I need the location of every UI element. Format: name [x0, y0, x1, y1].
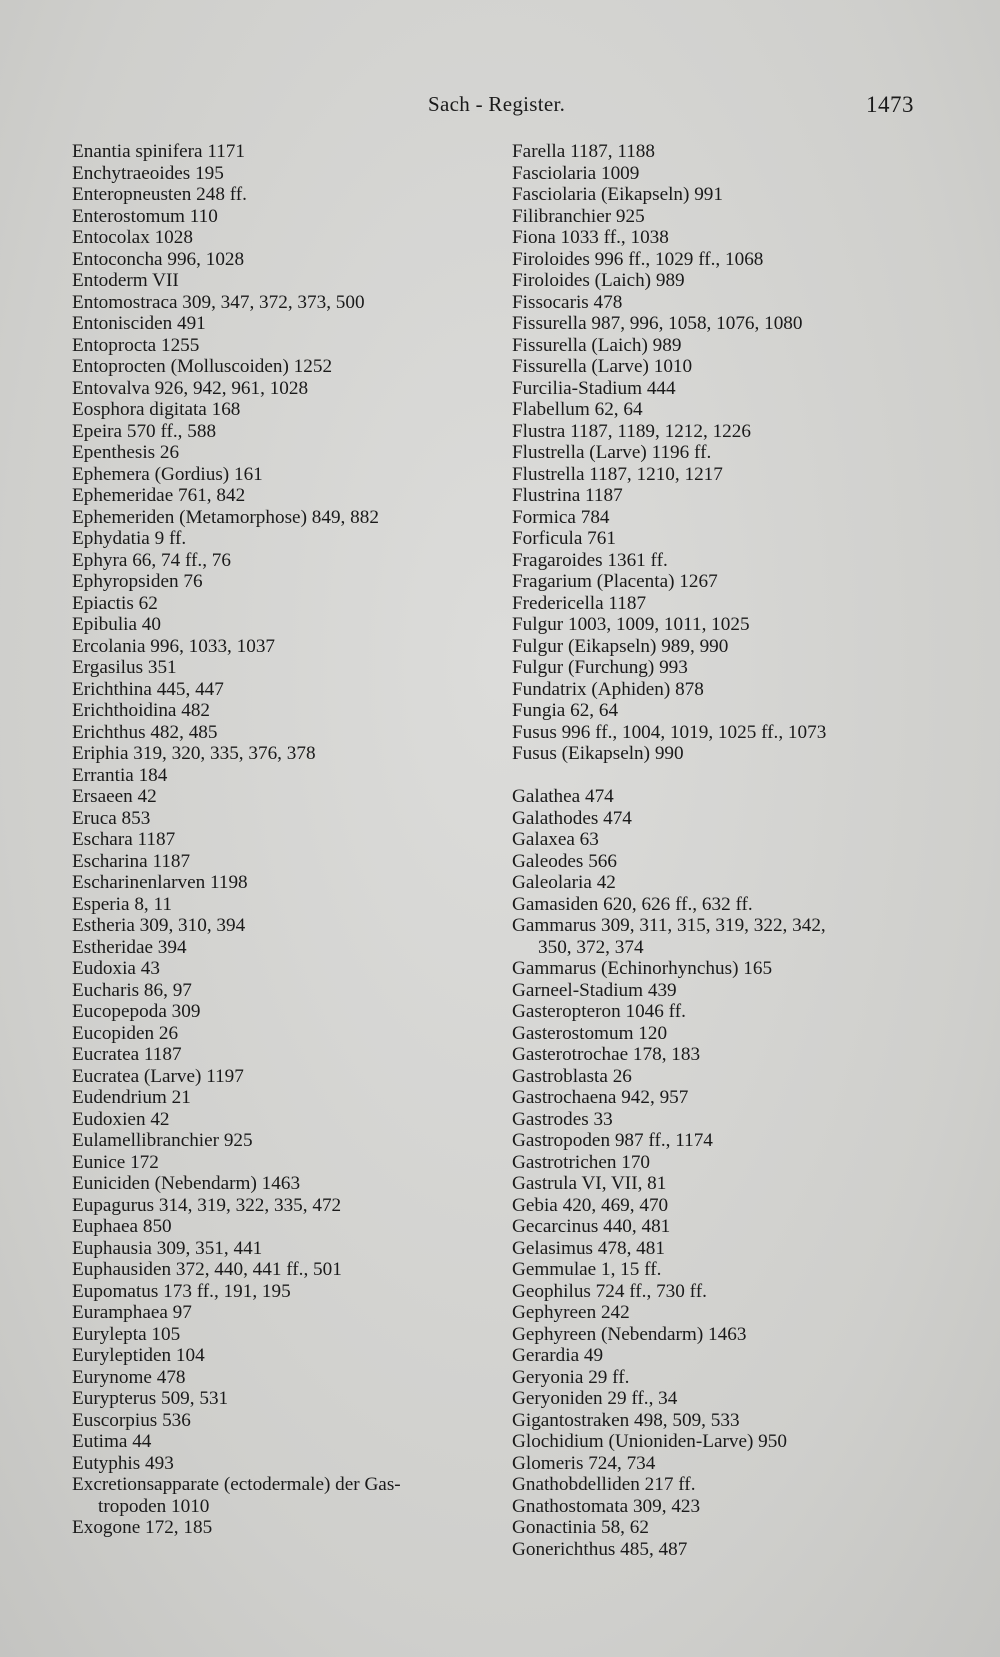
index-entry: [72, 1109, 492, 1131]
index-entry: [512, 1173, 932, 1195]
index-entry: [512, 1388, 932, 1410]
index-entry: [72, 313, 492, 335]
index-entry-text: Gonerichthus 485, 487: [512, 1538, 688, 1560]
index-entry-text: Glomeris 724, 734: [512, 1452, 656, 1474]
index-entry: [72, 571, 492, 593]
index-entry-text: Entoprocten (Molluscoiden) 1252: [72, 356, 333, 377]
index-entry-text: Gigantostraken 498, 509, 533: [512, 1409, 740, 1431]
index-entry-text: Euphaea 850: [72, 1216, 172, 1237]
index-entry: [512, 399, 932, 421]
index-entry-text: Eucratea 1187: [72, 1044, 182, 1065]
index-entry: [72, 485, 492, 507]
index-entry-text: Fungia 62, 64: [512, 700, 619, 721]
index-entry-text: Eosphora digitata 168: [72, 399, 241, 420]
index-entry-text: Ephydatia 9 ff.: [72, 528, 187, 549]
index-entry: [512, 1195, 932, 1217]
index-entry-text: Fulgur (Eikapseln) 989, 990: [512, 635, 729, 657]
index-entry: [512, 1023, 932, 1045]
index-entry: [512, 206, 932, 228]
index-entry-text: Galathodes 474: [512, 807, 632, 829]
index-entry: [72, 980, 492, 1002]
index-entry-text: Epeira 570 ff., 588: [72, 420, 217, 442]
index-entry: [72, 1324, 492, 1346]
index-entry-text: Glochidium (Unioniden-Larve) 950: [512, 1431, 787, 1452]
index-entry-text: Gerardia 49: [512, 1345, 604, 1366]
index-entry: [72, 1216, 492, 1238]
index-entry: [512, 1496, 932, 1518]
index-entry: [72, 464, 492, 486]
index-entry-text: Gasterotrochae 178, 183: [512, 1044, 701, 1065]
index-entry-text: Escharinenlarven 1198: [72, 872, 248, 893]
index-entry: [72, 765, 492, 787]
index-entry: [72, 141, 492, 163]
index-entry: [512, 657, 932, 679]
index-entry: [72, 1087, 492, 1109]
index-entry-text: Enantia spinifera 1171: [72, 141, 245, 162]
index-entry: [512, 1367, 932, 1389]
index-entry: [72, 1410, 492, 1432]
index-entry: [512, 614, 932, 636]
index-entry-text: Enchytraeoides 195: [72, 162, 224, 184]
index-entry: [72, 528, 492, 550]
index-entry-text: Filibranchier 925: [512, 205, 645, 227]
index-entry-text: Geryonia 29 ff.: [512, 1366, 630, 1388]
index-entry-text: Eupagurus 314, 319, 322, 335, 472: [72, 1194, 342, 1216]
index-entry: [512, 1066, 932, 1088]
index-entry: [72, 1066, 492, 1088]
index-entry: [72, 1345, 492, 1367]
index-entry-text: Eunice 172: [72, 1151, 159, 1173]
index-entry: [512, 851, 932, 873]
index-entry-text: Fragaroides 1361 ff.: [512, 549, 668, 571]
index-entry-text: Eruca 853: [72, 807, 151, 829]
index-entry-text: Escharina 1187: [72, 850, 191, 872]
index-entry: [512, 1152, 932, 1174]
index-entry-continuation: 350, 372, 374: [538, 936, 644, 958]
index-entry: [512, 593, 932, 615]
index-entry-text: Eudoxien 42: [72, 1108, 170, 1130]
index-entry-text: Eutyphis 493: [72, 1452, 174, 1474]
index-entry: [72, 1281, 492, 1303]
index-entry-text: Gamasiden 620, 626 ff., 632 ff.: [512, 893, 753, 915]
index-entry: [72, 227, 492, 249]
index-entry: [512, 1087, 932, 1109]
index-entry-text: Enteropneusten 248 ff.: [72, 184, 247, 205]
index-entry-text: Gammarus (Echinorhynchus) 165: [512, 958, 773, 979]
index-entry: [512, 1044, 932, 1066]
index-entry: [72, 184, 492, 206]
index-entry-text: Gonactinia 58, 62: [512, 1517, 649, 1538]
index-entry: [512, 872, 932, 894]
index-entry-text: Ergasilus 351: [72, 657, 177, 678]
index-entry-text: Entonisciden 491: [72, 313, 206, 334]
index-entry: [512, 980, 932, 1002]
index-entry-text: Gasteropteron 1046 ff.: [512, 1001, 686, 1022]
index-entry-text: Gammarus 309, 311, 315, 319, 322, 342,: [512, 915, 826, 936]
index-entry: [72, 593, 492, 615]
index-entry-text: Ephemeriden (Metamorphose) 849, 882: [72, 506, 379, 528]
index-entry: [512, 571, 932, 593]
index-entry-text: Fasciolaria (Eikapseln) 991: [512, 184, 723, 205]
running-header-title: Sach - Register.: [428, 92, 566, 116]
index-entry: [512, 378, 932, 400]
index-entry: [512, 270, 932, 292]
index-entry-text: Errantia 184: [72, 764, 168, 786]
index-entry-text: Fulgur (Furchung) 993: [512, 657, 688, 678]
index-entry: [72, 808, 492, 830]
index-entry-text: Gastrodes 33: [512, 1108, 613, 1130]
index-entry-text: Gasterostomum 120: [512, 1022, 668, 1044]
index-entry-text: Euphausia 309, 351, 441: [72, 1237, 263, 1259]
index-entry-continuation: tropoden 1010: [98, 1495, 210, 1517]
index-entry-text: Flabellum 62, 64: [512, 399, 643, 420]
index-entry: [512, 249, 932, 271]
index-entry: [72, 872, 492, 894]
index-entry: [72, 1023, 492, 1045]
index-entry: [72, 1388, 492, 1410]
index-entry-text: Geryoniden 29 ff., 34: [512, 1388, 678, 1409]
index-entry: [512, 507, 932, 529]
index-entry: [512, 313, 932, 335]
index-entry: [72, 1367, 492, 1389]
index-entry: [72, 1173, 492, 1195]
index-entry-text: Fissocaris 478: [512, 291, 623, 313]
index-entry-text: Gastrochaena 942, 957: [512, 1087, 689, 1108]
index-entry-text: Entoprocta 1255: [72, 334, 200, 356]
index-entry: [72, 1238, 492, 1260]
index-entry: [72, 378, 492, 400]
index-entry: [512, 1345, 932, 1367]
index-entry-text: Fulgur 1003, 1009, 1011, 1025: [512, 614, 750, 635]
index-entry-text: Esperia 8, 11: [72, 893, 172, 915]
index-entry-text: Gastrotrichen 170: [512, 1151, 651, 1173]
index-entry-text: Gnathobdelliden 217 ff.: [512, 1474, 696, 1495]
index-entry: [72, 1302, 492, 1324]
index-entry-text: Ersaeen 42: [72, 786, 157, 807]
index-entry: [512, 1109, 932, 1131]
index-entry-text: Estheria 309, 310, 394: [72, 915, 246, 936]
index-entry: [512, 894, 932, 916]
index-entry: [72, 292, 492, 314]
index-entry-text: Eucopepoda 309: [72, 1001, 201, 1022]
index-entry-text: Entomostraca 309, 347, 372, 373, 500: [72, 291, 365, 313]
index-entry-text: Eupomatus 173 ff., 191, 195: [72, 1280, 291, 1302]
index-entry-text: Fissurella (Laich) 989: [512, 334, 682, 356]
index-entry: [72, 1431, 492, 1453]
index-entry: [72, 163, 492, 185]
index-column-left: [72, 141, 492, 1539]
index-entry-text: Erichthoidina 482: [72, 700, 211, 721]
index-entry: [512, 1517, 932, 1539]
index-entry-text: Euramphaea 97: [72, 1302, 192, 1323]
index-entry-text: Euniciden (Nebendarm) 1463: [72, 1173, 301, 1194]
index-entry-text: Eriphia 319, 320, 335, 376, 378: [72, 743, 316, 764]
index-entry: [72, 550, 492, 572]
page-number: 1473: [866, 92, 914, 117]
index-entry: [72, 1195, 492, 1217]
index-entry-text: Geophilus 724 ff., 730 ff.: [512, 1280, 707, 1302]
index-entry: [512, 356, 932, 378]
index-entry-text: Gelasimus 478, 481: [512, 1237, 665, 1259]
index-entry: [512, 1324, 932, 1346]
index-entry: [72, 958, 492, 980]
index-entry: [512, 1474, 932, 1496]
index-entry: [512, 1130, 932, 1152]
index-entry: [512, 421, 932, 443]
index-entry: [512, 1302, 932, 1324]
index-entry: [72, 335, 492, 357]
index-entry: [72, 1130, 492, 1152]
index-entry-text: Fissurella (Larve) 1010: [512, 356, 693, 377]
index-entry-text: Galeodes 566: [512, 850, 617, 872]
index-entry: [72, 915, 492, 937]
index-entry-text: Forficula 761: [512, 528, 616, 549]
index-entry: [72, 1152, 492, 1174]
index-entry-text: Eucopiden 26: [72, 1022, 179, 1044]
index-entry: [512, 743, 932, 765]
index-entry: [72, 614, 492, 636]
index-entry-text: Entoconcha 996, 1028: [72, 248, 245, 270]
index-entry-text: Euscorpius 536: [72, 1409, 191, 1431]
index-entry-text: Flustrina 1187: [512, 485, 623, 506]
index-entry-text: Galeolaria 42: [512, 872, 616, 893]
index-entry-text: Gastropoden 987 ff., 1174: [512, 1130, 713, 1151]
index-entry-text: Gephyreen 242: [512, 1302, 630, 1323]
index-entry-text: Entocolax 1028: [72, 227, 193, 248]
index-entry: [512, 786, 932, 808]
index-entry-text: Gemmulae 1, 15 ff.: [512, 1259, 662, 1280]
index-entry: [512, 915, 932, 958]
index-entry: [512, 808, 932, 830]
index-entry: [512, 227, 932, 249]
index-entry: [72, 786, 492, 808]
index-entry: [72, 1001, 492, 1023]
index-entry-text: Formica 784: [512, 506, 610, 528]
index-entry: [512, 700, 932, 722]
index-entry-text: Estheridae 394: [72, 936, 187, 958]
index-entry-text: Eurypterus 509, 531: [72, 1388, 229, 1409]
index-entry: [512, 442, 932, 464]
index-entry: [512, 1410, 932, 1432]
index-entry: [512, 335, 932, 357]
index-entry: [72, 270, 492, 292]
index-entry: [512, 1431, 932, 1453]
index-entry: [72, 1453, 492, 1475]
index-entry: [512, 1453, 932, 1475]
index-entry-text: Firoloides (Laich) 989: [512, 270, 685, 291]
index-entry-text: Fissurella 987, 996, 1058, 1076, 1080: [512, 313, 803, 334]
index-entry-text: Ephyra 66, 74 ff., 76: [72, 549, 231, 571]
index-entry: [72, 1259, 492, 1281]
index-entry-text: Fusus (Eikapseln) 990: [512, 743, 684, 764]
index-entry: [72, 657, 492, 679]
index-entry-text: Fragarium (Placenta) 1267: [512, 571, 718, 592]
index-entry-text: Excretionsapparate (ectodermale) der Gas-: [72, 1474, 401, 1495]
index-entry-text: Eulamellibranchier 925: [72, 1130, 253, 1151]
index-entry-text: Fusus 996 ff., 1004, 1019, 1025 ff., 1073: [512, 721, 827, 743]
index-entry-text: Farella 1187, 1188: [512, 141, 655, 162]
index-entry: [512, 141, 932, 163]
index-entry-text: Exogone 172, 185: [72, 1517, 213, 1538]
index-entry: [72, 743, 492, 765]
index-entry: [512, 1238, 932, 1260]
index-entry-text: Fundatrix (Aphiden) 878: [512, 678, 704, 700]
index-entry: [512, 722, 932, 744]
index-entry: [512, 163, 932, 185]
index-entry-text: Furcilia-Stadium 444: [512, 377, 676, 399]
index-entry: [72, 722, 492, 744]
index-entry: [72, 679, 492, 701]
index-entry-text: Eurylepta 105: [72, 1323, 181, 1345]
index-entry: [512, 292, 932, 314]
index-entry-text: Gebia 420, 469, 470: [512, 1194, 669, 1216]
index-entry-text: Gephyreen (Nebendarm) 1463: [512, 1323, 747, 1345]
index-entry-text: Ercolania 996, 1033, 1037: [72, 635, 276, 657]
index-entry-text: Eutima 44: [72, 1431, 152, 1452]
index-entry: [72, 1044, 492, 1066]
index-entry-text: Enterostomum 110: [72, 205, 218, 227]
index-entry-text: Gnathostomata 309, 423: [512, 1495, 701, 1517]
index-entry: [512, 528, 932, 550]
index-entry: [512, 184, 932, 206]
index-entry-text: Eurynome 478: [72, 1366, 186, 1388]
index-entry: [512, 464, 932, 486]
index-entry: [72, 421, 492, 443]
index-entry: [512, 550, 932, 572]
index-entry: [512, 1259, 932, 1281]
index-entry-text: Erichthus 482, 485: [72, 721, 218, 743]
index-entry-text: Euryleptiden 104: [72, 1345, 205, 1366]
index-entry-text: Epenthesis 26: [72, 442, 180, 463]
index-entry: [72, 829, 492, 851]
index-entry-text: Fredericella 1187: [512, 592, 647, 614]
index-entry: [72, 1517, 492, 1539]
index-entry-text: Eucratea (Larve) 1197: [72, 1065, 244, 1087]
index-entry-text: Flustrella 1187, 1210, 1217: [512, 463, 723, 485]
index-entry: [72, 851, 492, 873]
index-entry-text: Fasciolaria 1009: [512, 162, 640, 184]
index-entry: [72, 937, 492, 959]
index-entry: [512, 636, 932, 658]
index-entry: [512, 1281, 932, 1303]
index-entry: [72, 442, 492, 464]
index-entry: [512, 829, 932, 851]
index-entry: [512, 485, 932, 507]
index-entry-text: Epibulia 40: [72, 614, 161, 635]
index-entry-text: Eucharis 86, 97: [72, 979, 192, 1001]
index-entry: [72, 700, 492, 722]
index-column-right: [512, 141, 932, 1560]
index-entry-text: Ephemeridae 761, 842: [72, 485, 246, 506]
index-entry-text: Entoderm VII: [72, 270, 179, 291]
index-entry-text: Entovalva 926, 942, 961, 1028: [72, 377, 309, 399]
index-entry: [72, 636, 492, 658]
index-entry-text: Epiactis 62: [72, 592, 158, 614]
index-entry-text: Eschara 1187: [72, 829, 176, 850]
index-entry: [72, 399, 492, 421]
index-entry-text: Erichthina 445, 447: [72, 678, 224, 700]
index-entry-text: Firoloides 996 ff., 1029 ff., 1068: [512, 248, 764, 270]
index-entry-text: Fiona 1033 ff., 1038: [512, 227, 669, 248]
index-entry: [512, 679, 932, 701]
index-entry: [512, 1539, 932, 1561]
index-entry: [72, 249, 492, 271]
index-entry-text: Gastroblasta 26: [512, 1065, 632, 1087]
index-entry: [72, 507, 492, 529]
index-entry-text: Garneel-Stadium 439: [512, 979, 677, 1001]
index-entry: [72, 206, 492, 228]
index-entry: [72, 894, 492, 916]
index-entry: [72, 356, 492, 378]
index-entry-text: Galathea 474: [512, 786, 614, 807]
index-entry-text: Flustra 1187, 1189, 1212, 1226: [512, 420, 751, 442]
index-entry-text: Eudoxia 43: [72, 958, 160, 979]
index-entry-text: Eudendrium 21: [72, 1087, 191, 1108]
index-entry-text: Gecarcinus 440, 481: [512, 1216, 671, 1237]
index-entry-text: Galaxea 63: [512, 829, 599, 850]
index-entry-text: Ephyropsiden 76: [72, 571, 203, 592]
index-entry-text: Flustrella (Larve) 1196 ff.: [512, 442, 712, 463]
index-entry: [512, 1216, 932, 1238]
index-entry: [512, 1001, 932, 1023]
index-entry-text: Gastrula VI, VII, 81: [512, 1173, 667, 1194]
index-entry-text: Euphausiden 372, 440, 441 ff., 501: [72, 1259, 342, 1280]
index-entry: [512, 958, 932, 980]
index-entry-text: Ephemera (Gordius) 161: [72, 463, 263, 485]
index-entry: [72, 1474, 492, 1517]
